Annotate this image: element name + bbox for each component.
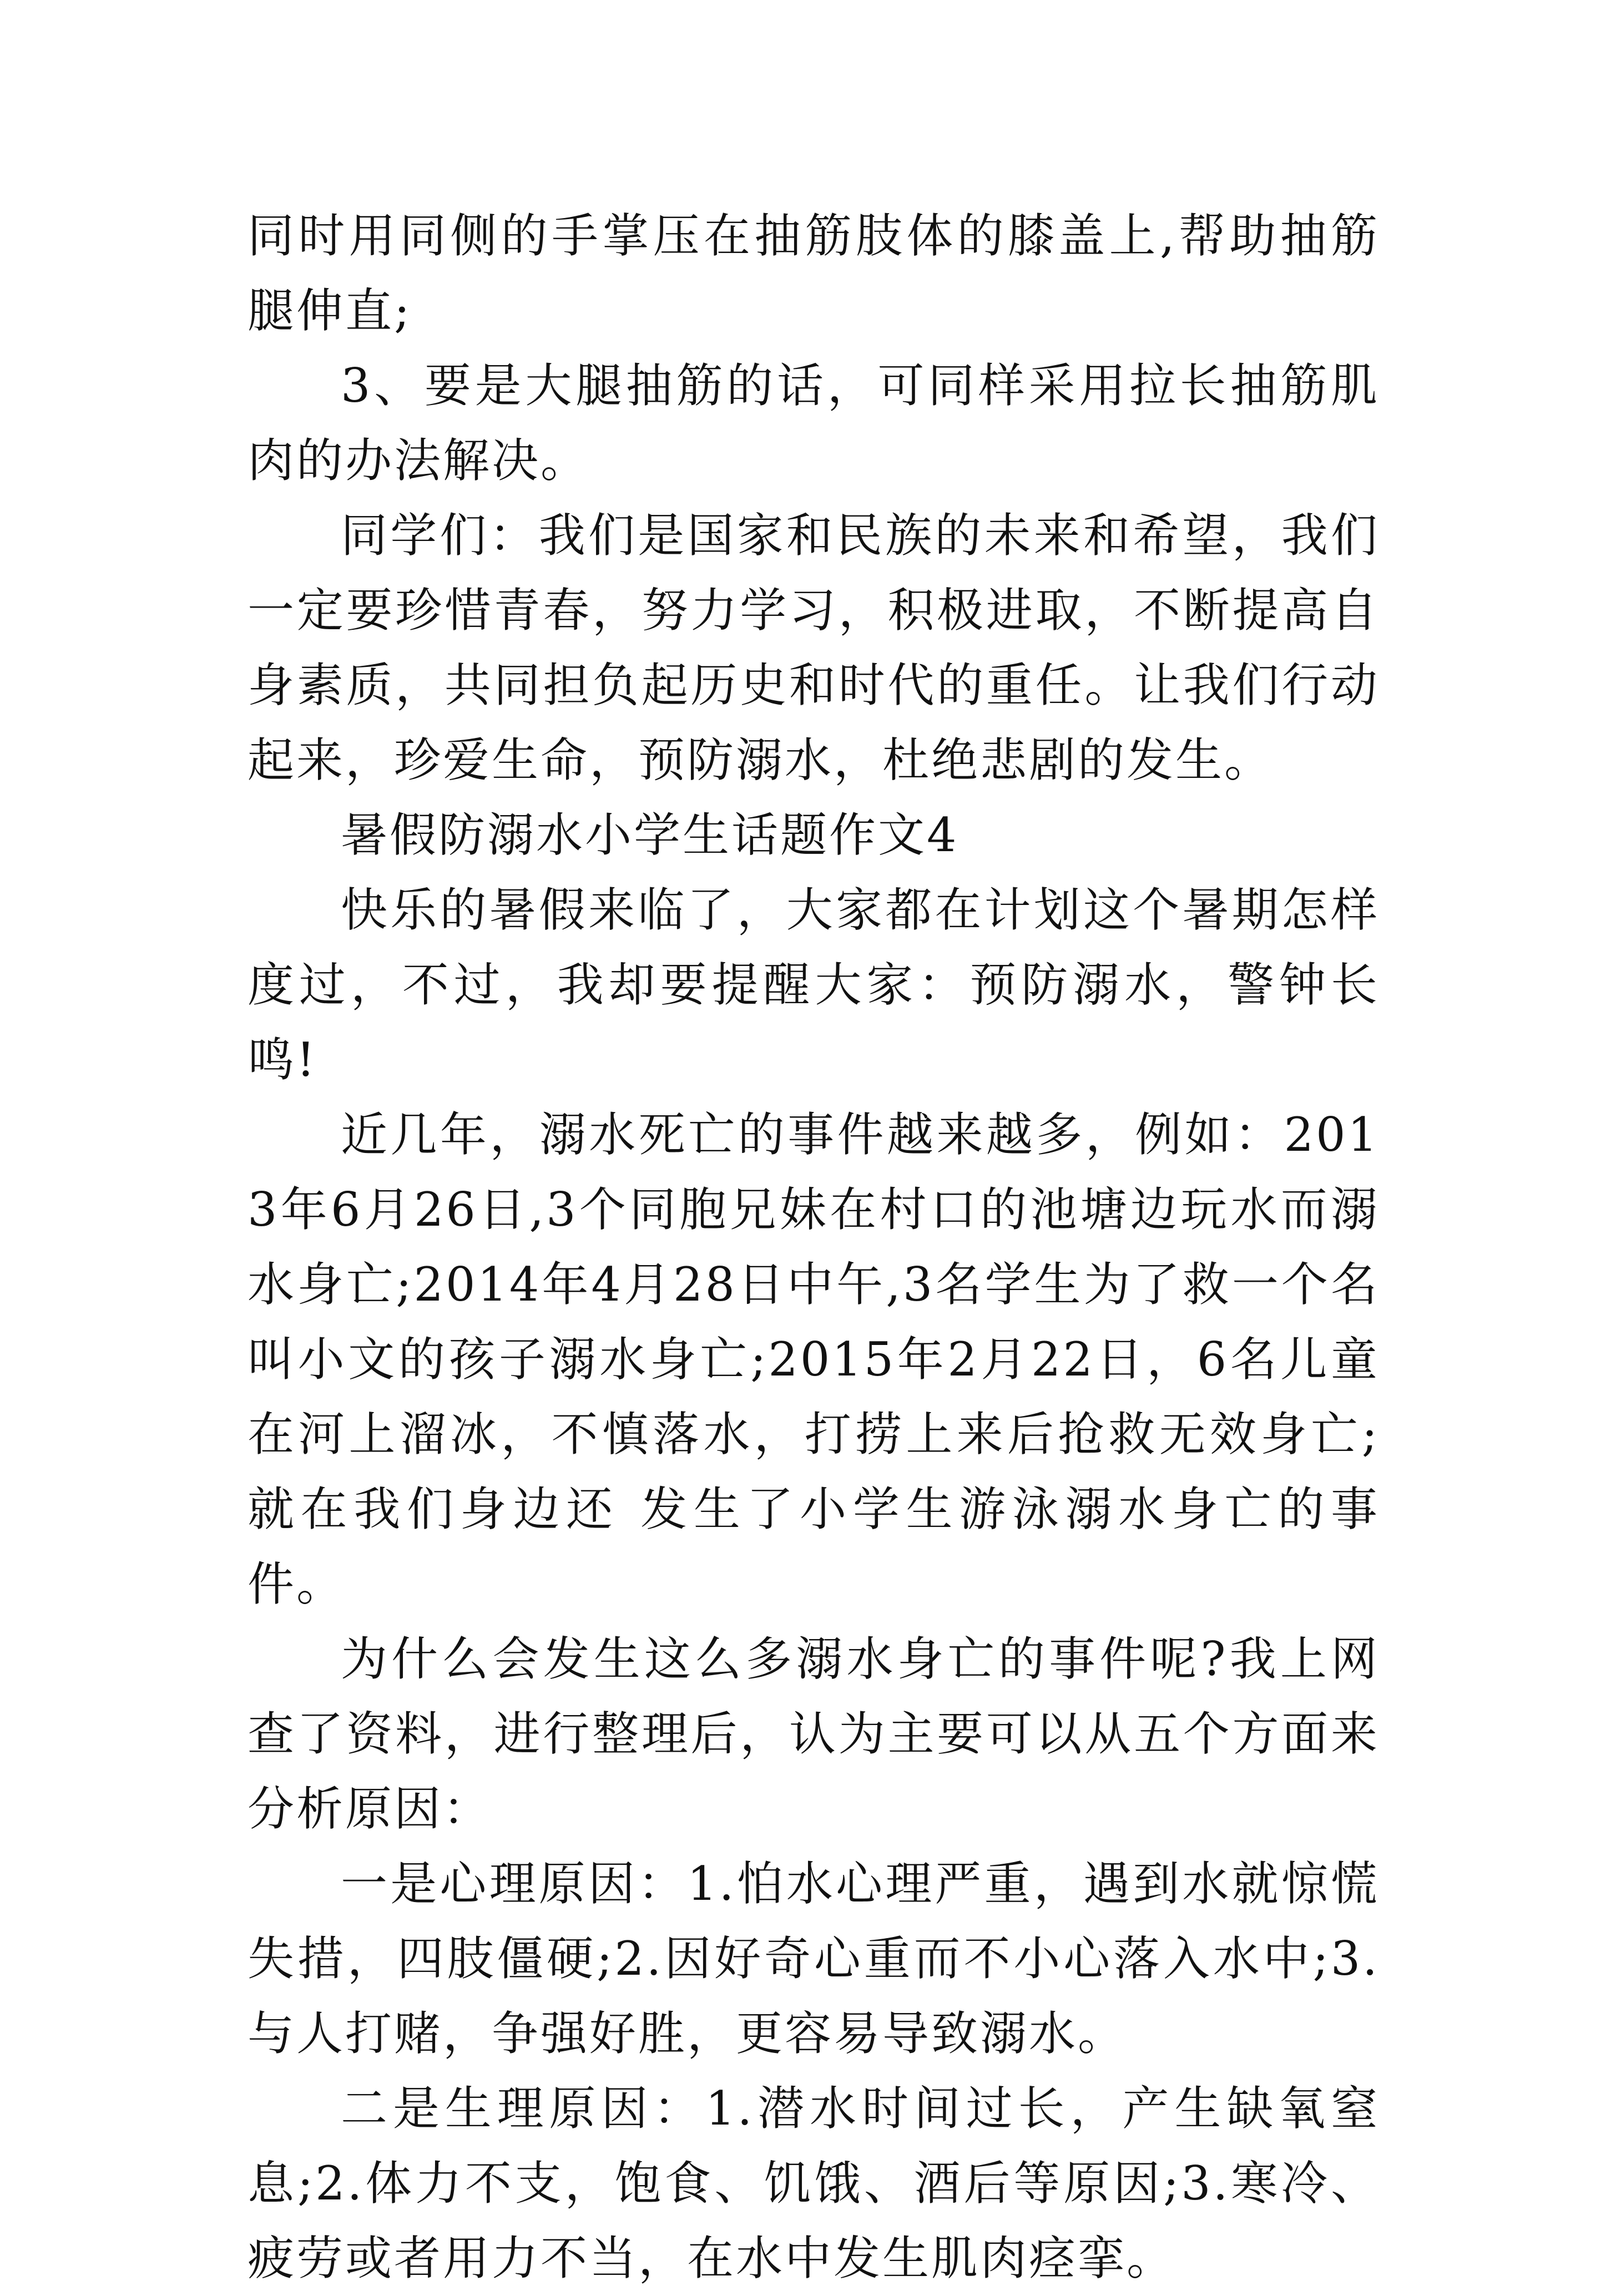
document-body <box>248 199 1380 2296</box>
paragraph-incidents: 近几年，溺水死亡的事件越来越多，例如：2013年6月26日,3个同胞兄妹在村口的池塘边玩水而溺水身亡;2014年4月28日中午,3名学生为了救一个名叫小文的孩子溺水身亡;2015年2月22日，6名儿童在河上溜冰，不慎落水，打捞上来后抢救无效身亡;就在我们身边还 发生了小学生游泳溺水身亡的事件。 <box>248 1107 1380 1611</box>
paragraph-summer-intro: 快乐的暑假来临了，大家都在计划这个暑期怎样度过，不过，我却要提醒大家：预防溺水，警钟长鸣! <box>248 883 1380 1087</box>
paragraph-classmates: 同学们：我们是国家和民族的未来和希望，我们一定要珍惜青春，努力学习，积极进取，不断提高自身素质，共同担负起历史和时代的重任。让我们行动起来，珍爱生命，预防溺水，杜绝悲剧的发生。 <box>248 508 1380 787</box>
section-heading: 暑假防溺水小学生话题作文4 <box>341 808 959 862</box>
paragraph-why: 为什么会发生这么多溺水身亡的事件呢?我上网查了资料，进行整理后，认为主要可以从五个方面来分析原因： <box>248 1632 1380 1836</box>
paragraph-thigh-cramp: 3、要是大腿抽筋的话，可同样采用拉长抽筋肌肉的办法解决。 <box>248 358 1380 488</box>
paragraph-physiological: 二是生理原因：1.潜水时间过长，产生缺氧窒息;2.体力不支，饱食、饥饿、酒后等原因;3.寒冷、疲劳或者用力不当，在水中发生肌肉痉挛。 <box>248 2081 1380 2285</box>
paragraph-continuation: 同时用同侧的手掌压在抽筋肢体的膝盖上,帮助抽筋腿伸直; <box>248 209 1380 338</box>
paragraph-psychological: 一是心理原因：1.怕水心理严重，遇到水就惊慌失措，四肢僵硬;2.因好奇心重而不小心落入水中;3.与人打赌，争强好胜，更容易导致溺水。 <box>248 1857 1380 2061</box>
